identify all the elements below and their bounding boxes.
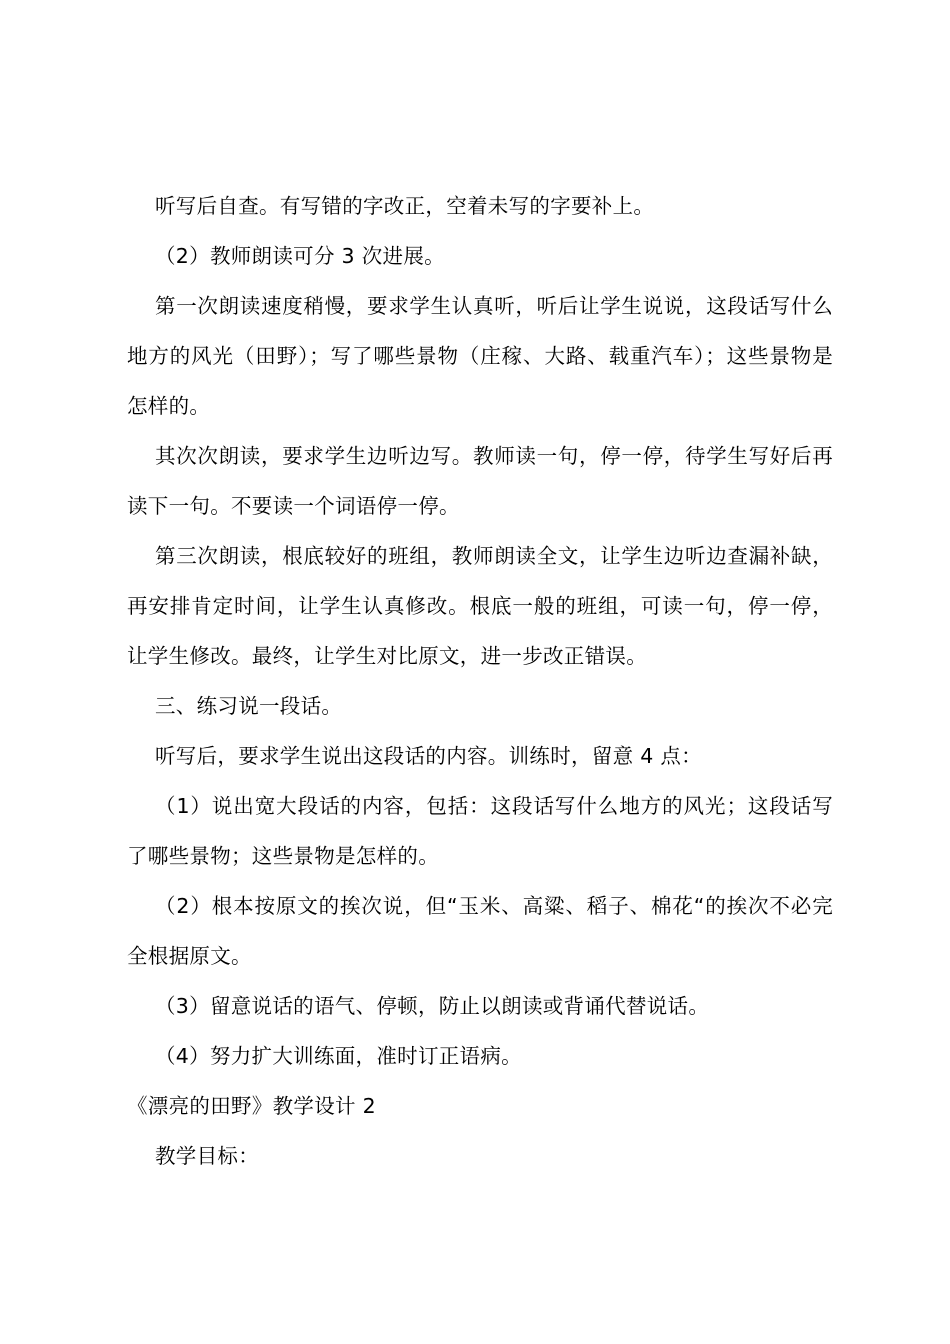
paragraph-point-2: （2）根本按原文的挨次说，但“玉米、高粱、稻子、棉花“的挨次不必完全根据原文。 (127, 894, 833, 968)
paragraph-first-reading: 第一次朗读速度稍慢，要求学生认真听，听后让学生说说，这段话写什么地方的风光（田野）；写了哪些景物（庄稼、大路、载重汽车）；这些景物是怎样的。 (127, 294, 833, 418)
paragraph-dictation-self-check: 听写后自查。有写错的字改正，空着未写的字要补上。 (155, 194, 655, 218)
section-heading-speaking-practice: 三、练习说一段话。 (155, 694, 343, 718)
paragraph-teacher-reading-steps: （2）教师朗读可分 3 次进展。 (155, 244, 445, 268)
paragraph-point-1: （1）说出宽大段话的内容，包括：这段话写什么地方的风光；这段话写了哪些景物；这些景物是怎样的。 (127, 794, 833, 868)
paragraph-third-reading: 第三次朗读，根底较好的班组，教师朗读全文，让学生边听边查漏补缺，再安排肯定时间，让学生认真修改。根底一般的班组，可读一句，停一停，让学生修改。最终，让学生对比原文，进一步改正错误。 (127, 544, 833, 668)
paragraph-point-4: （4）努力扩大训练面，准时订正语病。 (155, 1044, 522, 1068)
document-body (127, 181, 833, 1181)
paragraph-teaching-goals: 教学目标： (155, 1144, 259, 1168)
document-title-design-2: 《漂亮的田野》教学设计 2 (127, 1094, 376, 1118)
paragraph-speaking-intro: 听写后，要求学生说出这段话的内容。训练时，留意 4 点： (155, 744, 702, 768)
paragraph-point-3: （3）留意说话的语气、停顿，防止以朗读或背诵代替说话。 (155, 994, 710, 1018)
paragraph-second-reading: 其次次朗读，要求学生边听边写。教师读一句，停一停，待学生写好后再读下一句。不要读一个词语停一停。 (127, 444, 833, 518)
